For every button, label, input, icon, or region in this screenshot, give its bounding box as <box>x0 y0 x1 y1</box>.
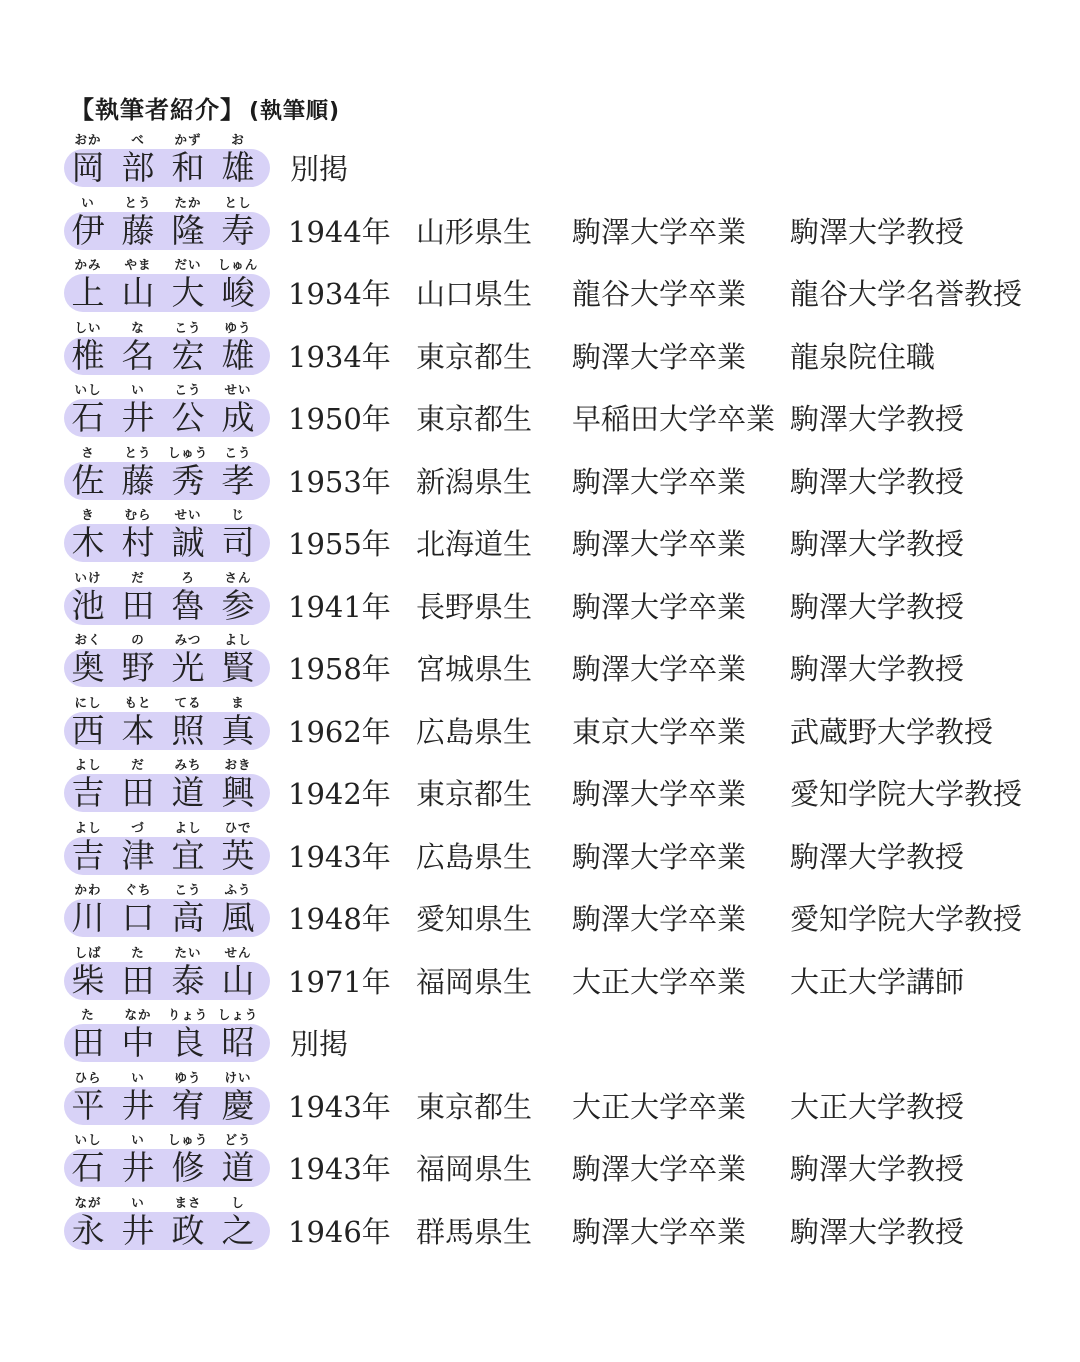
name-character: 田 <box>121 585 155 625</box>
current-position: 駒澤大学教授 <box>790 214 965 249</box>
name-character: 田 <box>121 960 155 1000</box>
current-position: 大正大学教授 <box>790 1089 965 1124</box>
furigana-reading: な <box>131 319 145 335</box>
name-character: 井 <box>121 1148 155 1187</box>
furigana-reading: おく <box>74 632 102 647</box>
author-name <box>64 945 270 1007</box>
furigana-reading: みつ <box>174 632 202 647</box>
furigana-reading: だ <box>131 757 145 772</box>
birthplace: 東京都生 <box>416 777 533 811</box>
furigana-reading: ぐち <box>124 882 152 897</box>
author-list <box>0 132 1080 1257</box>
furigana-reading: てる <box>174 694 202 710</box>
birthplace: 宮城県生 <box>416 652 533 686</box>
author-row <box>0 632 1080 695</box>
furigana-reading: とう <box>124 194 152 210</box>
name-character: 部 <box>121 148 155 187</box>
name-character: 照 <box>171 710 205 750</box>
birth-year: 1971年 <box>288 964 391 999</box>
alma-mater: 龍谷大学卒業 <box>572 277 747 311</box>
furigana-reading: りょう <box>167 1007 209 1022</box>
name-character: 和 <box>171 148 205 187</box>
see-elsewhere-note: 別掲 <box>290 152 349 186</box>
birthplace: 東京都生 <box>416 402 533 436</box>
name-character: 雄 <box>221 148 255 187</box>
birthplace: 山口県生 <box>416 277 533 311</box>
name-character: 佐 <box>71 460 105 500</box>
author-name <box>64 132 270 194</box>
name-character: 良 <box>171 1023 205 1062</box>
name-character: 修 <box>171 1148 205 1187</box>
furigana-reading: い <box>81 194 95 210</box>
author-name <box>64 445 270 507</box>
current-position: 大正大学講師 <box>790 964 965 999</box>
birthplace: 山形県生 <box>416 214 533 249</box>
author-name <box>64 507 270 569</box>
name-character: 野 <box>121 648 155 687</box>
name-character: 西 <box>71 710 105 750</box>
furigana-reading: た <box>81 1007 95 1022</box>
name-character: 大 <box>171 273 205 312</box>
birth-year: 1943年 <box>288 1089 391 1124</box>
name-character: 山 <box>121 273 155 312</box>
alma-mater: 駒澤大学卒業 <box>572 589 747 624</box>
author-row <box>0 757 1080 820</box>
furigana-reading: おか <box>74 132 102 147</box>
birth-year: 1946年 <box>288 1214 391 1249</box>
furigana-reading: ひで <box>224 819 252 835</box>
author-name <box>64 757 270 819</box>
birthplace: 長野県生 <box>416 589 533 624</box>
name-character: 池 <box>71 585 105 625</box>
author-name <box>64 882 270 944</box>
name-character: 平 <box>71 1085 105 1125</box>
name-character: 木 <box>71 523 105 562</box>
alma-mater: 大正大学卒業 <box>572 964 747 999</box>
author-name <box>64 820 270 882</box>
furigana-reading: かわ <box>74 882 102 897</box>
furigana-reading: たか <box>174 194 202 210</box>
furigana-reading: よし <box>74 819 102 835</box>
name-character: 村 <box>121 523 155 562</box>
heading-order-note: (執筆順) <box>249 99 341 124</box>
birthplace: 広島県生 <box>416 839 533 874</box>
name-character: 名 <box>121 335 155 375</box>
current-position: 駒澤大学教授 <box>790 402 965 436</box>
name-character: 光 <box>171 648 205 687</box>
furigana-reading: よし <box>224 632 252 647</box>
birth-year: 1955年 <box>288 527 391 561</box>
current-position: 駒澤大学教授 <box>790 839 965 874</box>
birthplace: 新潟県生 <box>416 464 533 499</box>
alma-mater: 駒澤大学卒業 <box>572 214 747 249</box>
author-row <box>0 507 1080 570</box>
furigana-reading: こう <box>174 319 202 335</box>
see-elsewhere-note: 別掲 <box>290 1027 349 1061</box>
furigana-reading: にし <box>74 694 102 710</box>
alma-mater: 駒澤大学卒業 <box>572 339 747 374</box>
furigana-reading: よし <box>74 757 102 772</box>
furigana-reading: なか <box>124 1007 152 1022</box>
name-character: 上 <box>71 273 105 312</box>
name-character: 井 <box>121 398 155 437</box>
name-character: 藤 <box>121 460 155 500</box>
current-position: 駒澤大学教授 <box>790 527 965 561</box>
name-character: 公 <box>171 398 205 437</box>
birth-year: 1934年 <box>288 277 391 311</box>
furigana-reading: せい <box>174 507 202 522</box>
furigana-reading: かみ <box>74 257 102 272</box>
current-position: 駒澤大学教授 <box>790 589 965 624</box>
furigana-reading: ま <box>231 694 245 710</box>
name-character: 石 <box>71 1148 105 1187</box>
furigana-reading: やま <box>124 257 152 272</box>
current-position: 駒澤大学教授 <box>790 652 965 686</box>
name-character: 泰 <box>171 960 205 1000</box>
author-name <box>64 1195 270 1257</box>
birth-year: 1941年 <box>288 589 391 624</box>
current-position: 龍谷大学名誉教授 <box>790 277 1023 311</box>
birth-year: 1944年 <box>288 214 391 249</box>
name-character: 津 <box>121 835 155 875</box>
name-character: 司 <box>221 523 255 562</box>
furigana-reading: かず <box>174 132 202 147</box>
name-character: 岡 <box>71 148 105 187</box>
author-row <box>0 1132 1080 1195</box>
furigana-reading: いし <box>74 1132 102 1147</box>
name-character: 藤 <box>121 210 155 250</box>
name-character: 孝 <box>221 460 255 500</box>
furigana-reading: まさ <box>174 1194 202 1210</box>
birthplace: 福岡県生 <box>416 964 533 999</box>
name-character: 宜 <box>171 835 205 875</box>
current-position: 駒澤大学教授 <box>790 464 965 499</box>
furigana-reading: せい <box>224 382 252 397</box>
birth-year: 1948年 <box>288 902 391 936</box>
birth-year: 1950年 <box>288 402 391 436</box>
furigana-reading: たい <box>174 944 202 960</box>
furigana-reading: だい <box>174 257 202 272</box>
name-character: 秀 <box>171 460 205 500</box>
name-character: 政 <box>171 1210 205 1250</box>
furigana-reading: い <box>131 1069 145 1085</box>
alma-mater: 大正大学卒業 <box>572 1089 747 1124</box>
furigana-reading: いけ <box>74 569 102 585</box>
birthplace: 東京都生 <box>416 1089 533 1124</box>
name-character: 椎 <box>71 335 105 375</box>
name-character: 成 <box>221 398 255 437</box>
name-character: 雄 <box>221 335 255 375</box>
author-row <box>0 570 1080 633</box>
name-character: 井 <box>121 1210 155 1250</box>
furigana-reading: だ <box>131 569 145 585</box>
furigana-reading: い <box>131 1132 145 1147</box>
author-name <box>64 632 270 694</box>
name-character: 道 <box>221 1148 255 1187</box>
furigana-reading: しょう <box>217 1007 259 1022</box>
furigana-reading: ゆう <box>224 319 252 335</box>
name-character: 吉 <box>71 835 105 875</box>
author-row <box>0 820 1080 883</box>
furigana-reading: の <box>131 632 145 647</box>
current-position: 駒澤大学教授 <box>790 1152 965 1186</box>
name-character: 道 <box>171 773 205 812</box>
current-position: 武蔵野大学教授 <box>790 714 994 749</box>
author-row <box>0 1007 1080 1070</box>
author-row <box>0 382 1080 445</box>
furigana-reading: こう <box>174 882 202 897</box>
furigana-reading: けい <box>224 1069 252 1085</box>
alma-mater: 駒澤大学卒業 <box>572 1214 747 1249</box>
current-position: 駒澤大学教授 <box>790 1214 965 1249</box>
author-row <box>0 320 1080 383</box>
furigana-reading: お <box>231 132 245 147</box>
furigana-reading: い <box>131 382 145 397</box>
furigana-reading: い <box>131 1194 145 1210</box>
birthplace: 東京都生 <box>416 339 533 374</box>
furigana-reading: こう <box>224 444 252 460</box>
furigana-reading: た <box>131 944 145 960</box>
furigana-reading: どう <box>224 1132 252 1147</box>
name-character: 中 <box>121 1023 155 1062</box>
furigana-reading: しゅう <box>167 444 209 460</box>
furigana-reading: さん <box>224 569 252 585</box>
name-character: 柴 <box>71 960 105 1000</box>
name-character: 山 <box>221 960 255 1000</box>
furigana-reading: みち <box>174 757 202 772</box>
furigana-reading: とし <box>224 194 252 210</box>
furigana-reading: づ <box>131 819 145 835</box>
furigana-reading: ひら <box>74 1069 102 1085</box>
alma-mater: 早稲田大学卒業 <box>572 402 776 436</box>
author-row <box>0 695 1080 758</box>
furigana-reading: こう <box>174 382 202 397</box>
birth-year: 1962年 <box>288 714 391 749</box>
current-position: 龍泉院住職 <box>790 339 936 374</box>
name-character: 高 <box>171 898 205 937</box>
birthplace: 福岡県生 <box>416 1152 533 1186</box>
alma-mater: 駒澤大学卒業 <box>572 777 747 811</box>
furigana-reading: よし <box>174 819 202 835</box>
author-row <box>0 882 1080 945</box>
current-position: 愛知学院大学教授 <box>790 777 1023 811</box>
author-name <box>64 695 270 757</box>
furigana-reading: き <box>81 507 95 522</box>
name-character: 宏 <box>171 335 205 375</box>
alma-mater: 駒澤大学卒業 <box>572 839 747 874</box>
alma-mater: 東京大学卒業 <box>572 714 747 749</box>
alma-mater: 駒澤大学卒業 <box>572 902 747 936</box>
name-character: 田 <box>71 1023 105 1062</box>
name-character: 川 <box>71 898 105 937</box>
page-heading <box>70 90 340 125</box>
name-character: 真 <box>221 710 255 750</box>
name-character: 吉 <box>71 773 105 812</box>
name-character: 参 <box>221 585 255 625</box>
furigana-reading: し <box>231 1194 245 1210</box>
name-character: 魯 <box>171 585 205 625</box>
alma-mater: 駒澤大学卒業 <box>572 652 747 686</box>
author-row <box>0 1070 1080 1133</box>
name-character: 伊 <box>71 210 105 250</box>
name-character: 賢 <box>221 648 255 687</box>
birth-year: 1953年 <box>288 464 391 499</box>
birthplace: 北海道生 <box>416 527 533 561</box>
author-name <box>64 1007 270 1069</box>
name-character: 風 <box>221 898 255 937</box>
furigana-reading: ふう <box>224 882 252 897</box>
furigana-reading: いし <box>74 382 102 397</box>
name-character: 隆 <box>171 210 205 250</box>
name-character: 井 <box>121 1085 155 1125</box>
furigana-reading: もと <box>124 694 152 710</box>
author-row <box>0 132 1080 195</box>
current-position: 愛知学院大学教授 <box>790 902 1023 936</box>
furigana-reading: ゆう <box>174 1069 202 1085</box>
furigana-reading: せん <box>224 944 252 960</box>
name-character: 宥 <box>171 1085 205 1125</box>
name-character: 田 <box>121 773 155 812</box>
birth-year: 1943年 <box>288 1152 391 1186</box>
birth-year: 1958年 <box>288 652 391 686</box>
author-name <box>64 195 270 257</box>
name-character: 永 <box>71 1210 105 1250</box>
author-name <box>64 1132 270 1194</box>
furigana-reading: しゅう <box>167 1132 209 1147</box>
furigana-reading: しい <box>74 319 102 335</box>
name-character: 昭 <box>221 1023 255 1062</box>
furigana-reading: しば <box>74 944 102 960</box>
birthplace: 群馬県生 <box>416 1214 533 1249</box>
furigana-reading: とう <box>124 444 152 460</box>
name-character: 口 <box>121 898 155 937</box>
author-name <box>64 320 270 382</box>
alma-mater: 駒澤大学卒業 <box>572 464 747 499</box>
name-character: 誠 <box>171 523 205 562</box>
author-name <box>64 257 270 319</box>
name-character: 石 <box>71 398 105 437</box>
author-row <box>0 1195 1080 1258</box>
furigana-reading: しゅん <box>217 257 259 272</box>
furigana-reading: なが <box>74 1194 102 1210</box>
name-character: 奥 <box>71 648 105 687</box>
alma-mater: 駒澤大学卒業 <box>572 1152 747 1186</box>
alma-mater: 駒澤大学卒業 <box>572 527 747 561</box>
furigana-reading: さ <box>81 444 95 460</box>
birthplace: 愛知県生 <box>416 902 533 936</box>
author-name <box>64 382 270 444</box>
name-character: 英 <box>221 835 255 875</box>
furigana-reading: むら <box>124 507 152 522</box>
heading-title: 【執筆者紹介】 <box>70 96 245 124</box>
name-character: 本 <box>121 710 155 750</box>
name-character: 峻 <box>221 273 255 312</box>
name-character: 慶 <box>221 1085 255 1125</box>
furigana-reading: じ <box>231 507 245 522</box>
author-row <box>0 195 1080 258</box>
birth-year: 1943年 <box>288 839 391 874</box>
birth-year: 1934年 <box>288 339 391 374</box>
name-character: 興 <box>221 773 255 812</box>
author-name <box>64 570 270 632</box>
author-row <box>0 945 1080 1008</box>
furigana-reading: おき <box>224 757 252 772</box>
birth-year: 1942年 <box>288 777 391 811</box>
furigana-reading: べ <box>131 132 145 147</box>
author-row <box>0 257 1080 320</box>
author-row <box>0 445 1080 508</box>
name-character: 寿 <box>221 210 255 250</box>
furigana-reading: ろ <box>181 569 195 585</box>
name-character: 之 <box>221 1210 255 1250</box>
author-name <box>64 1070 270 1132</box>
birthplace: 広島県生 <box>416 714 533 749</box>
